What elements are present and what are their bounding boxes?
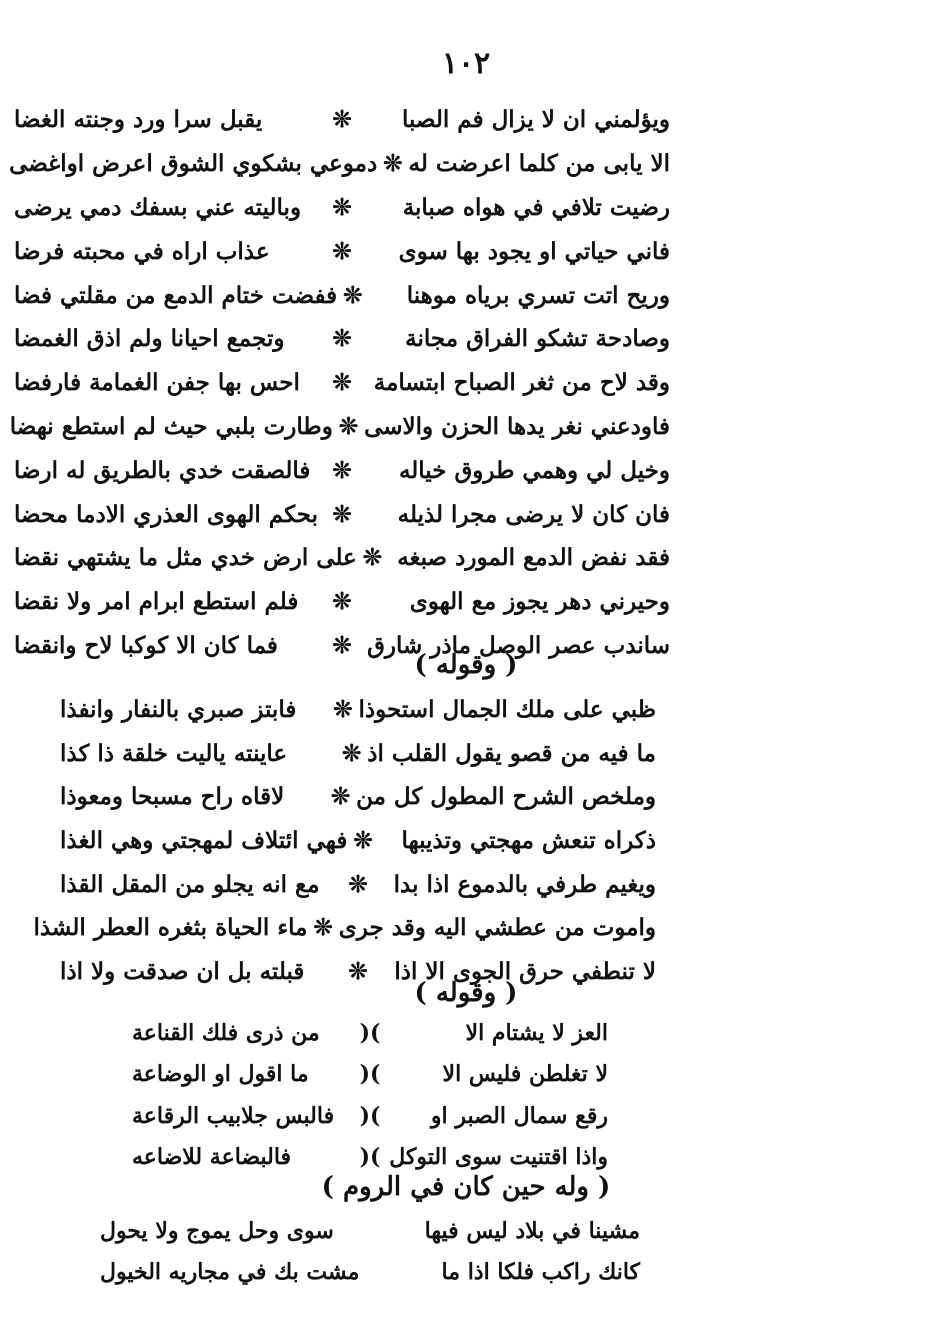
verse-line bbox=[14, 98, 670, 142]
verse-line bbox=[60, 688, 656, 732]
verse-second-hemistich: مشت بك في مجاريه الخيول bbox=[100, 1258, 360, 1285]
verse-line bbox=[60, 775, 656, 819]
verse-first-hemistich: كانك راكب فلكا اذا ما bbox=[441, 1258, 640, 1285]
verse-separator: ❊ bbox=[332, 325, 352, 353]
page-number: ١٠٢ bbox=[441, 46, 491, 81]
verse-second-hemistich: فلم استطع ابرام امر ولا نقضا bbox=[14, 588, 299, 616]
poem-section-1 bbox=[9, 98, 670, 667]
verse-separator: ❊ bbox=[332, 500, 352, 528]
verse-first-hemistich: فان كان لا يرضى مجرا لذيله bbox=[397, 500, 670, 528]
verse-separator: ❊ bbox=[332, 237, 352, 265]
verse-separator: ❊ bbox=[348, 957, 368, 985]
verse-line bbox=[14, 186, 670, 230]
verse-first-hemistich: واذا اقتنيت سوى التوكل bbox=[389, 1144, 608, 1171]
verse-first-hemistich: واموت من عطشي اليه وقد جرى bbox=[338, 914, 656, 942]
verse-second-hemistich: دموعي بشكوي الشوق اعرض اواغضى bbox=[9, 150, 378, 178]
verse-second-hemistich: ماء الحياة بثغره العطر الشذا bbox=[33, 914, 308, 942]
verse-second-hemistich: على ارض خدي مثل ما يشتهي نقضا bbox=[14, 544, 357, 572]
verse-first-hemistich: وخيل لي وهمي طروق خياله bbox=[398, 456, 670, 484]
section-heading-1: ( وقوله ) bbox=[414, 650, 518, 680]
verse-second-hemistich: وتجمع احيانا ولم اذق الغمضا bbox=[14, 325, 285, 353]
verse-second-hemistich: فالصقت خدي بالطريق له ارضا bbox=[14, 456, 311, 484]
verse-second-hemistich: فالبس جلابيب الرقاعة bbox=[131, 1102, 335, 1129]
verse-line bbox=[9, 142, 670, 186]
verse-first-hemistich: وملخص الشرح المطول كل من bbox=[356, 783, 656, 811]
poem-section-4 bbox=[100, 1210, 640, 1292]
verse-line bbox=[33, 906, 656, 950]
verse-second-hemistich: فابتز صبري بالنفار وانفذا bbox=[60, 696, 297, 724]
verse-line bbox=[14, 492, 670, 536]
verse-separator: ❊ bbox=[330, 783, 351, 811]
verse-first-hemistich: ظبي على ملك الجمال استحوذا bbox=[358, 696, 656, 724]
verse-first-hemistich: الا يابى من كلما اعرضت له bbox=[408, 150, 670, 178]
verse-second-hemistich: فما كان الا كوكبا لاح وانقضا bbox=[14, 631, 278, 659]
verse-first-hemistich: مشينا في بلاد ليس فيها bbox=[424, 1217, 640, 1244]
verse-second-hemistich: عذاب اراه في محبته فرضا bbox=[14, 237, 270, 265]
verse-line bbox=[14, 448, 670, 492]
verse-first-hemistich: فقد نفض الدمع المورد صبغه bbox=[397, 544, 670, 572]
verse-first-hemistich: وقد لاح من ثغر الصباح ابتسامة bbox=[373, 369, 670, 397]
verse-separator: ❊ bbox=[332, 369, 352, 397]
verse-separator: ❊ bbox=[383, 150, 403, 178]
verse-separator: ❊ bbox=[362, 544, 383, 572]
verse-first-hemistich: ذكراه تنعش مهجتي وتذيبها bbox=[401, 827, 656, 855]
verse-separator: )( bbox=[359, 1019, 381, 1046]
verse-line bbox=[14, 273, 670, 317]
verse-separator: ❊ bbox=[353, 827, 373, 855]
verse-line bbox=[14, 580, 670, 624]
section-heading-3: ( وله حين كان في الروم ) bbox=[321, 1172, 611, 1202]
verse-separator: ❊ bbox=[333, 696, 353, 724]
verse-second-hemistich: يقبل سرا ورد وجنته الغضا bbox=[14, 106, 263, 134]
verse-first-hemistich: ويغيم طرفي بالدموع اذا بدا bbox=[393, 870, 656, 898]
verse-first-hemistich: فاني حياتي او يجود بها سوى bbox=[398, 237, 670, 265]
verse-separator: ❊ bbox=[343, 281, 363, 309]
verse-second-hemistich: ما اقول او الوضاعة bbox=[131, 1061, 309, 1088]
verse-second-hemistich: قبلته بل ان صدقت ولا اذا bbox=[60, 957, 305, 985]
verse-second-hemistich: بحكم الهوى العذري الادما محضا bbox=[14, 500, 319, 528]
verse-separator: ❊ bbox=[332, 631, 352, 659]
verse-line bbox=[100, 1210, 640, 1251]
verse-separator: ❊ bbox=[332, 456, 352, 484]
verse-line bbox=[14, 536, 670, 580]
verse-line bbox=[60, 732, 656, 776]
verse-first-hemistich: لا تنطفي حرق الجوى الا اذا bbox=[394, 957, 656, 985]
verse-second-hemistich: وطارت بلبي حيث لم استطع نهضا bbox=[9, 412, 333, 440]
poem-section-3 bbox=[132, 1012, 608, 1178]
section-heading-2: ( وقوله ) bbox=[414, 978, 518, 1008]
verse-separator: ❊ bbox=[338, 412, 359, 440]
poem-section-2 bbox=[33, 688, 656, 993]
verse-line bbox=[14, 317, 670, 361]
verse-first-hemistich: فاودعني نغر يدها الحزن والاسى bbox=[364, 412, 670, 440]
verse-first-hemistich: وريح اتت تسري برياه موهنا bbox=[406, 281, 670, 309]
verse-line bbox=[60, 819, 656, 863]
verse-first-hemistich: العز لا يشتام الا bbox=[465, 1019, 608, 1046]
verse-second-hemistich: وباليته عني بسفك دمي يرضى bbox=[14, 193, 302, 221]
verse-first-hemistich: وحيرني دهر يجوز مع الهوى bbox=[409, 588, 670, 616]
verse-line bbox=[132, 1095, 608, 1137]
verse-line bbox=[132, 1012, 608, 1054]
verse-separator: ❊ bbox=[348, 870, 368, 898]
verse-second-hemistich: ففضت ختام الدمع من مقلتي فضا bbox=[14, 281, 338, 309]
verse-second-hemistich: احس بها جفن الغمامة فارفضا bbox=[14, 369, 300, 397]
verse-separator: )( bbox=[359, 1061, 381, 1088]
verse-line bbox=[60, 862, 656, 906]
verse-second-hemistich: من ذرى فلك القناعة bbox=[131, 1019, 320, 1046]
verse-separator: ❊ bbox=[332, 193, 352, 221]
verse-second-hemistich: سوى وحل يموج ولا يحول bbox=[100, 1217, 334, 1244]
verse-second-hemistich: عاينته ياليت خلقة ذا كذا bbox=[60, 739, 288, 767]
verse-first-hemistich: لا تغلطن فليس الا bbox=[442, 1061, 608, 1088]
verse-separator: ❊ bbox=[313, 914, 333, 942]
verse-separator: ❊ bbox=[332, 106, 352, 134]
verse-first-hemistich: ما فيه من قصو يقول القلب اذ bbox=[367, 739, 656, 767]
verse-separator: )( bbox=[359, 1144, 381, 1171]
verse-first-hemistich: رقع سمال الصبر او bbox=[430, 1102, 608, 1129]
verse-line bbox=[14, 229, 670, 273]
verse-second-hemistich: فالبضاعة للاضاعه bbox=[131, 1144, 292, 1171]
verse-line bbox=[100, 1251, 640, 1292]
verse-first-hemistich: رضيت تلافي في هواه صبابة bbox=[402, 193, 670, 221]
verse-line bbox=[9, 405, 670, 449]
verse-second-hemistich: فهي ائتلاف لمهجتي وهي الغذا bbox=[60, 827, 348, 855]
verse-separator: )( bbox=[359, 1102, 381, 1129]
verse-second-hemistich: لاقاه راح مسبحا ومعوذا bbox=[60, 783, 285, 811]
verse-line bbox=[132, 1054, 608, 1096]
verse-first-hemistich: وصادحة تشكو الفراق مجانة bbox=[405, 325, 670, 353]
verse-second-hemistich: مع انه يجلو من المقل القذا bbox=[60, 870, 320, 898]
verse-line bbox=[14, 361, 670, 405]
verse-first-hemistich: ساندب عصر الوصل ماذر شارق bbox=[367, 631, 670, 659]
verse-first-hemistich: ويؤلمني ان لا يزال فم الصبا bbox=[401, 106, 670, 134]
verse-separator: ❊ bbox=[341, 739, 362, 767]
verse-separator: ❊ bbox=[332, 588, 352, 616]
